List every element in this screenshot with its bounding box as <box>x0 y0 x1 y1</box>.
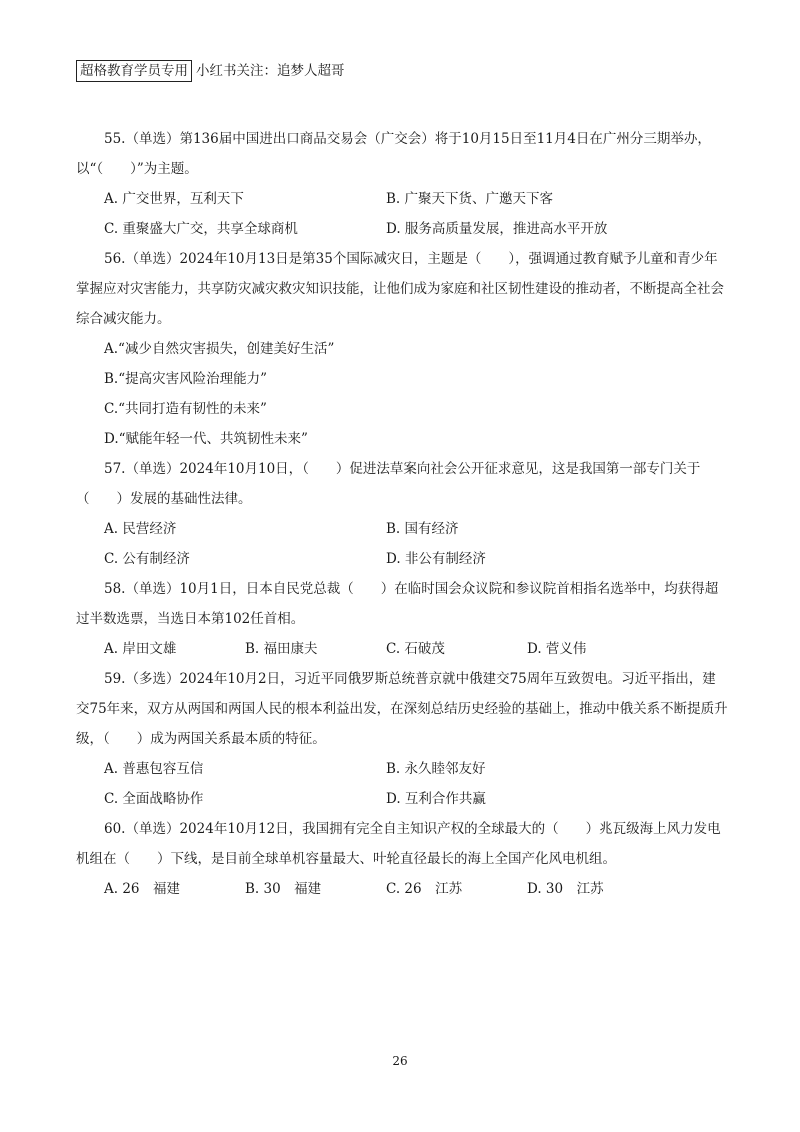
question-stem: 57.（单选）2024年10月10日，（ ）促进法草案向社会公开征求意见，这是我国第一部专门关于（ ）发展的基础性法律。 <box>76 461 701 507</box>
option-a: A.“减少自然灾害损失，创建美好生活” <box>104 341 335 357</box>
option-a: A. 26 福建 <box>104 881 181 897</box>
header-box-label: 超格教育学员专用 <box>76 60 192 82</box>
question-stem: 56.（单选）2024年10月13日是第35个国际减灾日，主题是（ ），强调通过教育赋予儿童和青少年掌握应对灾害能力，共享防灾减灾救灾知识技能，让他们成为家庭和社区韧性建设的推动者，不断提高全社会综合减灾能力。 <box>76 251 724 327</box>
option-d: D. 30 江苏 <box>527 881 604 897</box>
option-b: B. 广聚天下货、广邀天下客 <box>386 191 554 207</box>
option-b: B. 永久睦邻友好 <box>386 761 486 777</box>
option-b: B.“提高灾害风险治理能力” <box>104 371 268 387</box>
page-header <box>76 60 345 82</box>
option-c: C. 26 江苏 <box>386 881 463 897</box>
option-a: A. 岸田文雄 <box>104 641 177 657</box>
question-60 <box>76 814 728 904</box>
option-c: C. 公有制经济 <box>104 551 190 567</box>
option-d: D. 菅义伟 <box>527 641 587 657</box>
question-56 <box>76 244 728 454</box>
option-b: B. 30 福建 <box>245 881 322 897</box>
option-c: C.“共同打造有韧性的未来” <box>104 401 267 417</box>
question-stem: 59.（多选）2024年10月2日，习近平同俄罗斯总统普京就中俄建交75周年互致贺电。习近平指出，建交75年来，双方从两国和两国人民的根本利益出发，在深刻总结历史经验的基础上，推动中俄关系不断提质升级，（ ）成为两国关系最本质的特征。 <box>76 671 728 747</box>
question-stem: 58.（单选）10月1日，日本自民党总裁（ ）在临时国会众议院和参议院首相指名选举中，均获得超过半数选票，当选日本第102任首相。 <box>76 581 719 627</box>
option-b: B. 国有经济 <box>386 521 459 537</box>
options <box>76 184 728 244</box>
option-d: D. 非公有制经济 <box>386 551 486 567</box>
option-b: B. 福田康夫 <box>245 641 318 657</box>
question-list <box>76 124 728 904</box>
question-stem: 55.（单选）第136届中国进出口商品交易会（广交会）将于10月15日至11月4日在广州分三期举办，以“（ ）”为主题。 <box>76 131 711 177</box>
options <box>76 874 728 904</box>
header-note: 小红书关注：追梦人超哥 <box>196 63 345 79</box>
option-c: C. 全面战略协作 <box>104 791 204 807</box>
option-a: A. 普惠包容互信 <box>104 761 204 777</box>
option-a: A. 广交世界，互利天下 <box>104 191 244 207</box>
option-c: C. 重聚盛大广交，共享全球商机 <box>104 221 298 237</box>
question-59 <box>76 664 728 814</box>
question-stem: 60.（单选）2024年10月12日，我国拥有完全自主知识产权的全球最大的（ ）兆瓦级海上风力发电机组在（ ）下线，是目前全球单机容量最大、叶轮直径最长的海上全国产化风电机组。 <box>76 821 721 867</box>
options <box>76 514 728 574</box>
option-c: C. 石破茂 <box>386 641 445 657</box>
option-a: A. 民营经济 <box>104 521 177 537</box>
question-57 <box>76 454 728 574</box>
option-d: D. 互利合作共赢 <box>386 791 486 807</box>
option-d: D. 服务高质量发展，推进高水平开放 <box>386 221 608 237</box>
options <box>76 754 728 814</box>
page-number: 26 <box>392 1054 408 1068</box>
option-d: D.“赋能年轻一代、共筑韧性未来” <box>104 431 308 447</box>
options <box>76 334 728 454</box>
question-58 <box>76 574 728 664</box>
question-55 <box>76 124 728 244</box>
options <box>76 634 728 664</box>
